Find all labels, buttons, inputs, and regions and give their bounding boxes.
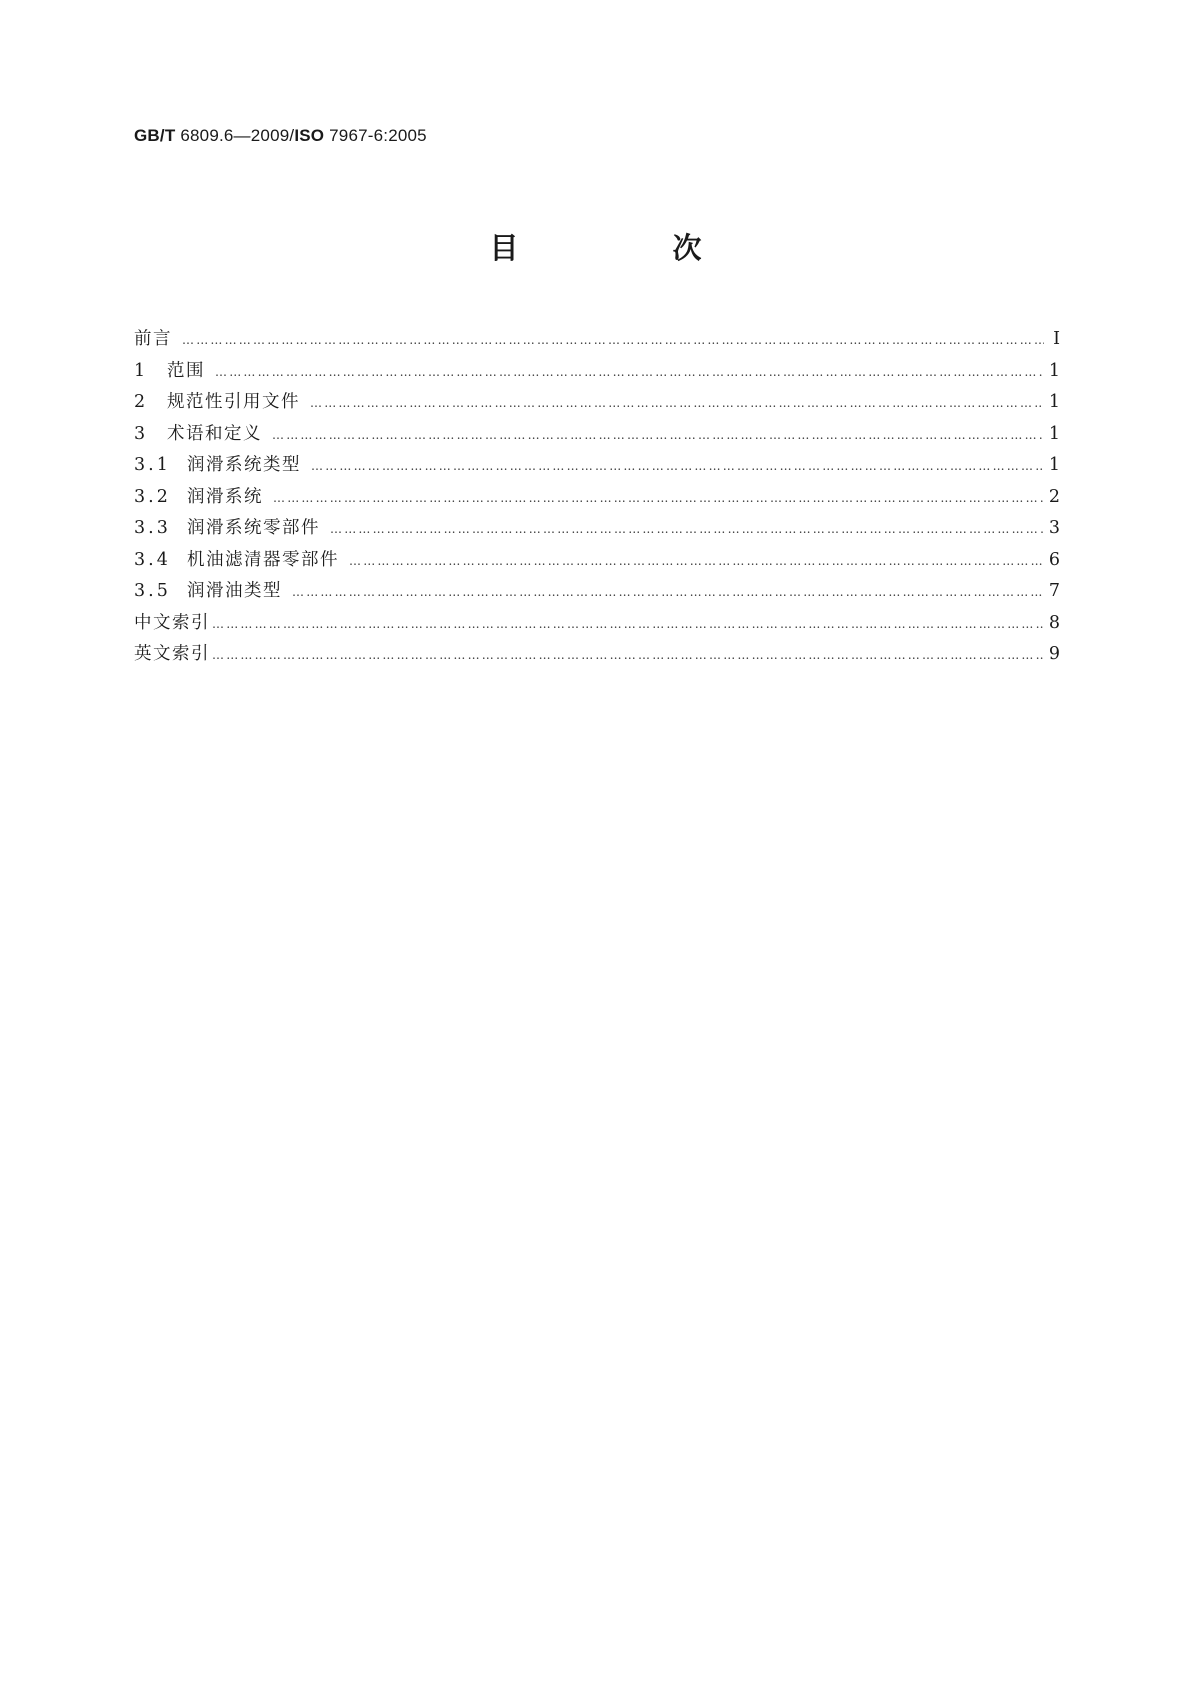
toc-entry-normative-references[interactable] [134,388,1060,420]
document-header [134,126,427,146]
toc-entry-number: 3 [134,423,149,444]
toc-entry-page: 8 [1048,612,1060,633]
toc-entry-3-5[interactable] [134,577,1060,609]
toc-entry-label: 前言 [134,329,172,349]
toc-leader-dots [182,333,1044,347]
toc-entry-number: 3.1 [134,455,171,475]
iso-code: ISO [294,126,325,145]
toc-entry-number: 3.3 [134,518,171,538]
toc-entry-3-3[interactable] [134,514,1060,546]
toc-entry-label: 中文索引 [134,612,210,633]
toc-entry-number: 3.5 [134,581,171,601]
toc-entry-foreword[interactable] [134,325,1060,357]
toc-leader-dots [212,648,1043,662]
toc-entry-chinese-index[interactable] [134,609,1060,641]
toc-leader-dots [212,617,1043,631]
toc-entry-label: 规范性引用文件 [167,392,300,412]
toc-entry-scope[interactable] [134,357,1060,389]
toc-entry-3-4[interactable] [134,546,1060,578]
toc-entry-number: 2 [134,392,149,412]
table-of-contents [134,325,1060,672]
toc-entry-number: 3.4 [134,549,171,570]
toc-entry-number: 1 [134,360,149,381]
toc-entry-label: 术语和定义 [167,423,262,444]
toc-entry-number: 3.2 [134,486,171,507]
standard-number: 6809.6—2009/ [180,126,295,145]
toc-entry-page: 2 [1048,486,1060,507]
toc-entry-page: 3 [1048,518,1060,538]
toc-entry-page: 1 [1048,392,1060,412]
toc-entry-3-2[interactable] [134,483,1060,515]
toc-entry-label: 润滑系统零部件 [187,518,320,538]
toc-entry-page: Ⅰ [1053,329,1060,349]
toc-leader-dots [215,365,1043,379]
toc-entry-label: 润滑系统类型 [187,455,301,475]
toc-leader-dots [330,522,1043,536]
toc-leader-dots [349,554,1043,568]
toc-entry-page: 9 [1048,644,1060,664]
toc-leader-dots [292,585,1043,599]
toc-entry-label: 润滑油类型 [187,581,282,601]
toc-entry-label: 范围 [167,360,205,381]
toc-entry-page: 1 [1048,423,1060,444]
toc-leader-dots [273,491,1043,505]
toc-entry-terms-definitions[interactable] [134,420,1060,452]
toc-entry-label: 润滑系统 [187,486,263,507]
standard-code: GB/T [134,126,176,145]
toc-entry-english-index[interactable] [134,640,1060,672]
toc-entry-label: 英文索引 [134,644,210,664]
toc-leader-dots [272,428,1043,442]
toc-entry-page: 7 [1048,581,1060,601]
toc-entry-label: 机油滤清器零部件 [187,549,339,570]
toc-entry-page: 1 [1048,455,1060,475]
toc-leader-dots [310,396,1043,410]
toc-entry-page: 1 [1048,360,1060,381]
toc-entry-page: 6 [1048,549,1060,570]
iso-number: 7967-6:2005 [329,126,427,145]
toc-entry-3-1[interactable] [134,451,1060,483]
toc-leader-dots [311,459,1043,473]
page-title: 目 次 [489,231,774,265]
